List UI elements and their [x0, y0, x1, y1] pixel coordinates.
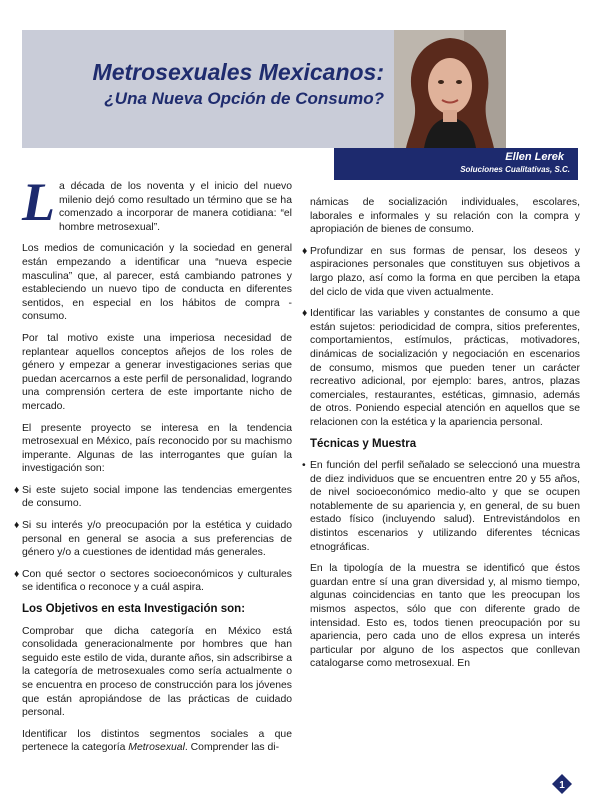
- intro-text: a década de los noventa y el inicio del nuevo milenio dejó como resultado un término que se ha comenzado a incorporar de manera cotidiana: “el hombre metrosexual”.: [59, 181, 292, 233]
- diamond-bullet-icon: ♦: [14, 568, 20, 580]
- paragraph: Por tal motivo existe una imperiosa necesidad de replantear aquellos conceptos añejos de los roles de género y empezar a generar investigaciones serias que puedan acercarnos a este perfil de personalidad, logrando una comprensión certera de este importante nicho de mercado.: [22, 332, 292, 412]
- text-run: . Comprender las di-: [184, 742, 280, 754]
- author-photo: [394, 30, 506, 148]
- header-blank: [506, 30, 578, 148]
- section-heading: Los Objetivos en esta Investigación son:: [22, 603, 246, 616]
- bullet-item: [302, 307, 580, 429]
- diamond-bullet-icon: ♦: [302, 308, 308, 320]
- diamond-bullet-icon: ♦: [14, 484, 20, 496]
- bullet-item: [14, 484, 292, 511]
- bullet-item: [302, 245, 580, 299]
- intro-paragraph: [22, 172, 292, 234]
- paragraph: El presente proyecto se interesa en la tendencia metrosexual en México, país reconocido por su machismo imperante. Algunas de las interrogantes que guían la investigación son:: [22, 422, 292, 475]
- title-line-2: ¿Una Nueva Opción de Consumo?: [104, 89, 384, 108]
- title-line-1: Metrosexuales Mexicanos:: [92, 59, 384, 85]
- bullet-item: [14, 568, 292, 595]
- diamond-bullet-icon: ♦: [302, 245, 308, 257]
- bullet-text: Profundizar en sus formas de pensar, los deseos y aspiraciones personales que constituyen sus objetivos a largo plazo, así como la forma en que perciben la etapa del ciclo de vida que viven actualmente.: [310, 245, 580, 298]
- bullet-text: Identificar las variables y constantes de consumo a que están sujetos: periodicidad de compra, sitios preferentes, comportamientos, estímulos, prácticas, motivadores, dinámicas de socialización y negociación en escenarios de consumo, mismos que pueden tener un carácter recreativo adicional, por ejemplo: bares, antros, plazas comerciales, restaurantes, estéticas, gimnasio, además de otros. Poniendo especial atención en aquellos que se relacionen con la estética y la apariencia personal.: [310, 308, 580, 428]
- page-number: 1: [559, 780, 565, 791]
- author-org: Soluciones Cualitativas, S.C.: [460, 165, 570, 174]
- bullet-text: Con qué sector o sectores socioeconómicos y culturales se identifica o reconoce y a cuál aspira.: [22, 568, 292, 594]
- diamond-bullet-icon: ♦: [14, 520, 20, 532]
- page-number-badge: [552, 774, 572, 794]
- author-name: Ellen Lerek: [505, 151, 564, 163]
- right-column: [302, 196, 580, 679]
- bullet-item: [14, 519, 292, 560]
- left-column: [14, 172, 292, 763]
- paragraph: Comprobar que dicha categoría en México está consolidada generacionalmente por hombres que han seguido este estilo de vida, durante años, sin adscribirse a la categoría de metrosexuales como sería actualmente o se encuentra en proceso de construcción para los jóvenes que están apropiándose de las prácticas de cuidado personal.: [22, 625, 292, 719]
- paragraph: Los medios de comunicación y la sociedad en general están empezando a identificar una “nueva especie masculina” que, al parecer, está cambiando patrones y estableciendo un nuevo tipo de conducta en diferentes sentidos, en especial en los hábitos de compra - consumo.: [22, 243, 292, 323]
- emphasis: Metrosexual: [128, 742, 185, 754]
- bullet-item: [302, 459, 580, 554]
- bullet-text: En función del perfil señalado se seleccionó una muestra de diez individuos que se encuentren entre 20 y 55 años, de nivel socioeconómico medio-alto y que se ocupen notablemente de su apariencia y, en general, de su buen estado físico (incluyendo salud). Entrevistándolos en distintos escenarios y utilizando diferentes técnicas etnográficas.: [310, 460, 580, 553]
- bullet-text: Si su interés y/o preocupación por la estética y cuidado personal en general se asocia a sus preferencias de género y/o a cuestiones de identidad más generales.: [22, 520, 292, 559]
- paragraph: [22, 728, 292, 755]
- article-title: [22, 58, 384, 110]
- title-band: [22, 30, 394, 148]
- text-run: Identificar los distintos segmentos sociales a que pertenece la categoría: [22, 728, 292, 754]
- bullet-text: Si este sujeto social impone las tendencias emergentes de consumo.: [22, 484, 292, 510]
- paragraph: námicas de socialización individuales, escolares, laborales e informales y su relación con la compra y apropiación de bienes de consumo.: [310, 197, 580, 236]
- paragraph: En la tipología de la muestra se identificó que éstos guardan entre sí una gran diversidad y, al mismo tiempo, algunas coincidencias en tanto que les preocupan los mismos aspectos, sólo que con diferente grado de intensidad. Esto es, todos tienen preocupación por su apariencia, pero cada uno de ellos expresa un interés particular por alguno de los aspectos que conllevan catalogarse como metrosexual. En: [310, 563, 580, 670]
- dot-bullet-icon: •: [302, 460, 306, 472]
- author-box: [334, 148, 578, 180]
- drop-cap: L: [22, 172, 55, 232]
- section-heading: Técnicas y Muestra: [310, 437, 417, 450]
